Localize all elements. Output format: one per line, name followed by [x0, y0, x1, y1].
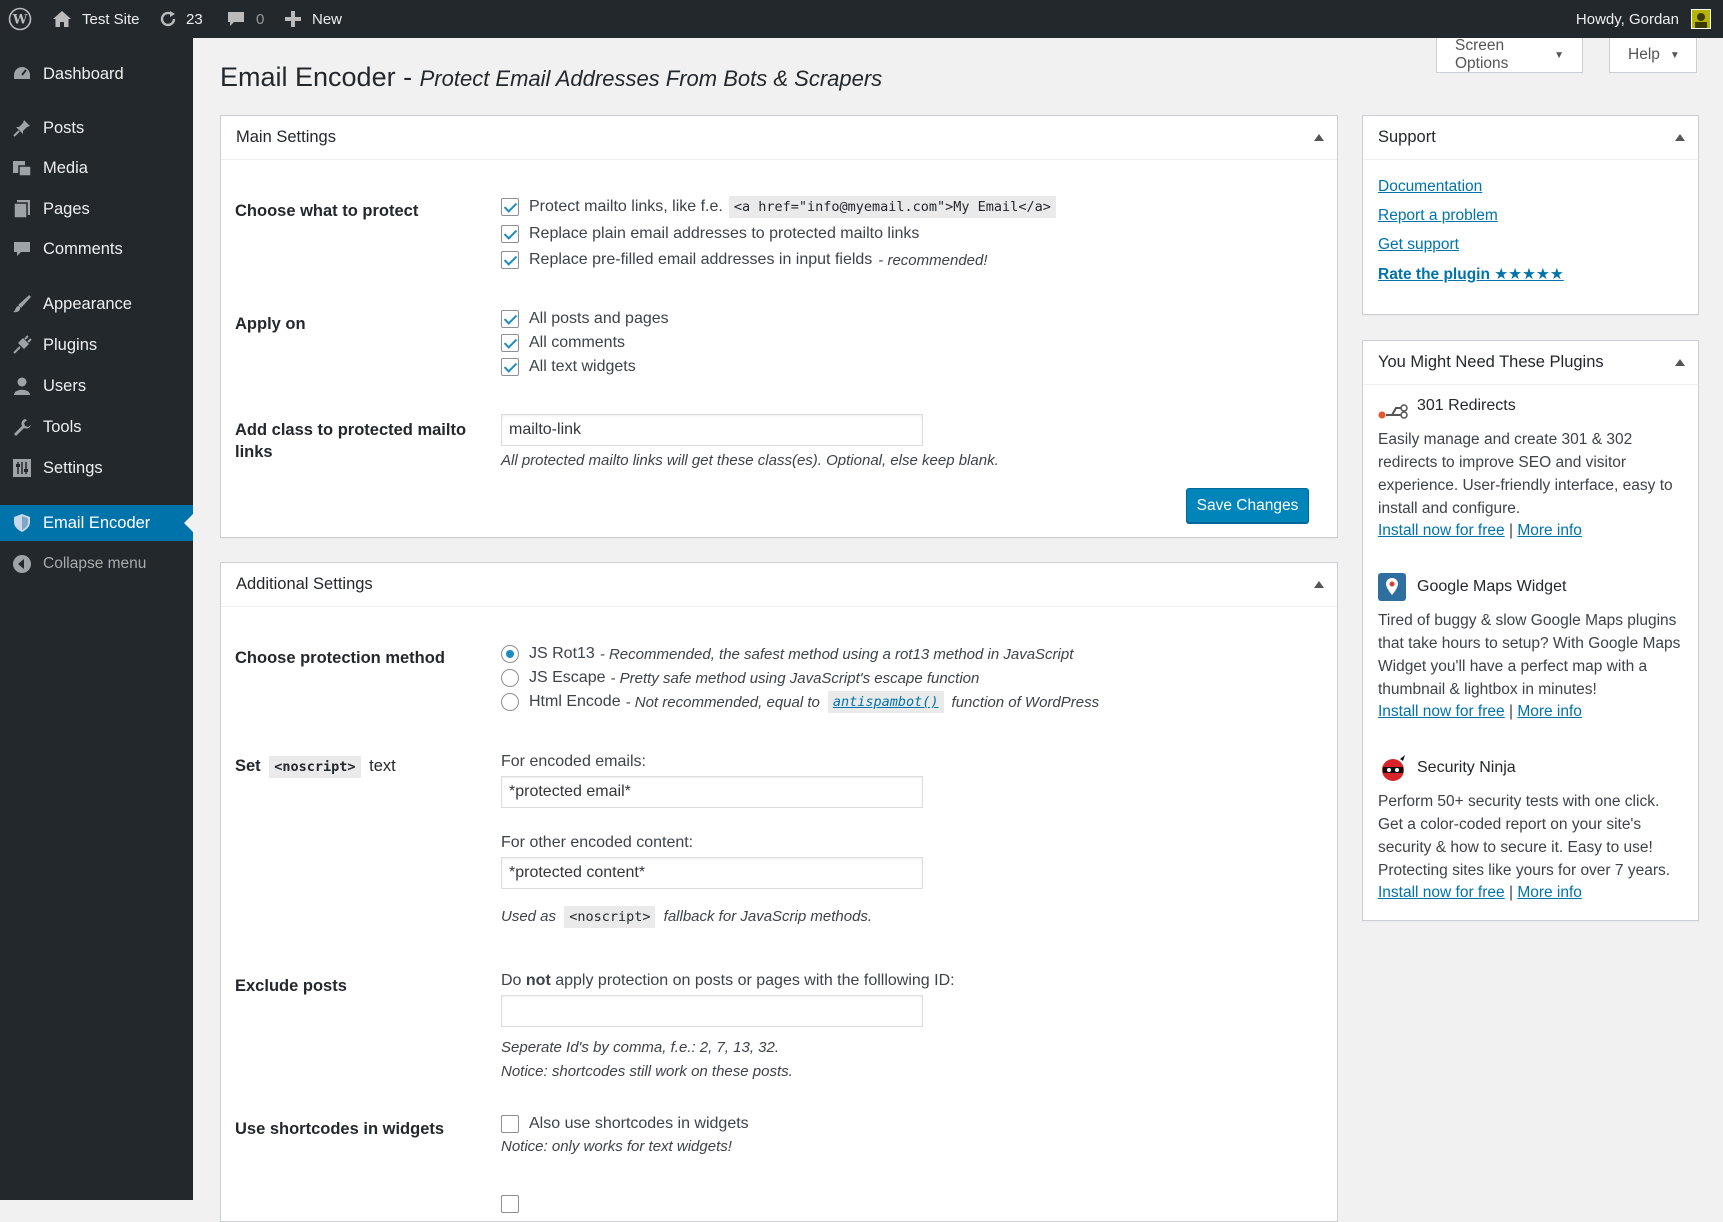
plugin-name: 301 Redirects [1417, 397, 1516, 414]
method-name: Html Encode [529, 693, 621, 710]
plugin-desc: Tired of buggy & slow Google Maps plugins that take hours to setup? With Google Maps Widget you'll have a perfect map with a thumbnail & lightbox in minutes! [1378, 612, 1681, 698]
sidebar-item-label: Appearance [43, 294, 132, 313]
noscript-note-post: fallback for JavaScrip methods. [663, 908, 873, 925]
apply-widgets-option[interactable] [501, 356, 636, 378]
link-separator: | [1508, 703, 1513, 720]
collapse-arrow-icon [12, 554, 32, 574]
plugins-box [1362, 340, 1699, 921]
postbox-header[interactable] [221, 563, 1337, 607]
updates-link[interactable] [158, 0, 203, 38]
apply-widgets-checkbox[interactable] [501, 358, 519, 376]
plugin-links [1378, 522, 1582, 540]
method-desc: - Recommended, the safest method using a rot13 method in JavaScript [599, 645, 1074, 663]
replace-prefilled-checkbox[interactable] [501, 251, 519, 269]
other-content-label: For other encoded content: [501, 834, 694, 851]
option-label: All text widgets [529, 358, 636, 375]
sidebar-item-media[interactable] [0, 150, 193, 186]
antispambot-link[interactable]: antispambot() [828, 691, 944, 713]
apply-comments-checkbox[interactable] [501, 334, 519, 352]
sidebar-item-label: Media [43, 158, 88, 177]
sidebar-item-settings[interactable] [0, 450, 193, 486]
main-settings-box [220, 115, 1338, 538]
method-rot13-option[interactable] [501, 643, 1073, 665]
map-pin-icon [1378, 573, 1406, 601]
recommended-note: - recommended! [878, 251, 988, 269]
class-note: All protected mailto links will get these class(es). Optional, else keep blank. [501, 452, 999, 469]
apply-on-label: Apply on [235, 315, 306, 333]
toggle-arrow-icon[interactable] [1675, 359, 1685, 366]
more-info-link[interactable]: More info [1517, 884, 1582, 901]
collapse-menu-button[interactable] [0, 546, 193, 582]
wrench-icon [12, 417, 32, 437]
exclude-note1: Seperate Id's by comma, f.e.: 2, 7, 13, 32. [501, 1039, 780, 1056]
sidebar-item-label: Users [43, 376, 87, 395]
help-label: Help [1628, 46, 1660, 63]
my-account-link[interactable] [1576, 0, 1711, 38]
plus-icon [284, 10, 302, 28]
home-icon [52, 10, 72, 28]
noscript-text: text [369, 757, 396, 775]
mailto-example-code: <a href="info@myemail.com">My Email</a> [729, 196, 1056, 218]
option-label: All comments [529, 334, 626, 351]
pin-icon [12, 118, 32, 138]
install-now-link[interactable]: Install now for free [1378, 703, 1505, 720]
updates-count: 23 [186, 10, 203, 28]
encoded-emails-label: For encoded emails: [501, 753, 646, 770]
screen-options-button[interactable] [1436, 38, 1583, 73]
protect-label: Choose what to protect [235, 202, 419, 220]
option-label: Replace pre-filled email addresses in input fields [529, 251, 873, 268]
get-support-link[interactable]: Get support [1378, 236, 1459, 253]
pages-icon [12, 199, 32, 219]
apply-posts-checkbox[interactable] [501, 310, 519, 328]
other-content-input[interactable] [501, 857, 923, 889]
save-changes-button[interactable]: Save Changes [1186, 488, 1309, 523]
support-title: Support [1378, 128, 1436, 146]
sidebar-item-label: Plugins [43, 335, 98, 354]
admin-bar [0, 0, 1723, 38]
comment-bubble-icon [226, 10, 246, 28]
page-title-main: Email Encoder [220, 62, 396, 92]
page-title [220, 62, 882, 93]
avatar [1691, 9, 1711, 29]
method-desc: - Pretty safe method using JavaScript's escape function [610, 669, 980, 687]
page-title-separator: - [403, 62, 413, 92]
exclude-posts-input[interactable] [501, 995, 923, 1027]
exclude-desc-pre: Do [501, 972, 522, 989]
sidebar-item-tools[interactable] [0, 409, 193, 445]
comments-count: 0 [256, 10, 265, 28]
encoded-emails-input[interactable] [501, 776, 923, 808]
postbox-header[interactable] [221, 116, 1337, 160]
sidebar-item-label: Email Encoder [43, 513, 151, 532]
protect-mailto-checkbox[interactable] [501, 198, 519, 216]
documentation-link[interactable]: Documentation [1378, 178, 1483, 195]
method-label: Choose protection method [235, 649, 445, 667]
class-label-line1: Add class to protected mailto [235, 421, 467, 439]
toggle-arrow-icon[interactable] [1314, 581, 1324, 588]
shortcodes-label: Use shortcodes in widgets [235, 1120, 445, 1138]
sidebar-item-pages[interactable] [0, 191, 193, 227]
refresh-icon [158, 9, 178, 29]
mailto-class-input[interactable] [501, 414, 923, 446]
apply-posts-option[interactable] [501, 308, 669, 330]
method-desc: - Not recommended, equal to [625, 693, 820, 711]
screen-options-label: Screen Options [1455, 37, 1509, 72]
sidebar-item-label: Pages [43, 199, 90, 218]
option-label: Protect mailto links, like f.e. [529, 198, 723, 215]
comments-link[interactable] [226, 0, 264, 38]
toggle-arrow-icon[interactable] [1314, 134, 1324, 141]
redirect-icon [1378, 396, 1406, 424]
more-info-link[interactable]: More info [1517, 703, 1582, 720]
report-problem-link[interactable]: Report a problem [1378, 207, 1498, 224]
brush-icon [12, 294, 32, 314]
support-box [1362, 115, 1699, 315]
exclude-desc-post: apply protection on posts or pages with the folllowing ID: [555, 972, 955, 989]
apply-comments-option[interactable] [501, 332, 625, 354]
noscript-set: Set [235, 757, 261, 775]
replace-plain-checkbox[interactable] [501, 225, 519, 243]
user-icon [12, 376, 32, 396]
more-info-link[interactable]: More info [1517, 522, 1582, 539]
partial-checkbox[interactable] [501, 1195, 519, 1213]
exclude-label: Exclude posts [235, 977, 347, 995]
postbox-header[interactable] [1363, 341, 1698, 385]
link-separator: | [1508, 522, 1513, 539]
method-escape-option[interactable] [501, 667, 979, 689]
option-label: All posts and pages [529, 310, 669, 327]
sidebar-item-posts[interactable] [0, 110, 193, 146]
main-settings-title: Main Settings [236, 128, 336, 146]
noscript-note [501, 908, 872, 925]
noscript-note-pre: Used as [501, 908, 557, 925]
shortcodes-checkbox[interactable] [501, 1115, 519, 1133]
plugins-box-title: You Might Need These Plugins [1378, 353, 1604, 371]
noscript-code: <noscript> [269, 756, 360, 778]
install-now-link[interactable]: Install now for free [1378, 884, 1505, 901]
noscript-label [235, 755, 396, 778]
option-label: Replace plain email addresses to protected mailto links [529, 225, 920, 242]
help-button[interactable] [1609, 38, 1697, 73]
method-escape-radio[interactable] [501, 669, 519, 687]
plugin-desc: Easily manage and create 301 & 302 redirects to improve SEO and visitor experience. User-friendly interface, easy to install and configure. [1378, 431, 1673, 517]
method-name: JS Escape [529, 669, 606, 686]
postbox-header[interactable] [1363, 116, 1698, 160]
plugin-links [1378, 703, 1582, 721]
sidebar-item-label: Dashboard [43, 64, 124, 83]
media-icon [12, 158, 32, 178]
additional-settings-box [220, 562, 1338, 1222]
plugin-desc: Perform 50+ security tests with one click. Get a color-coded report on your site's security & how to secure it. Easy to use! Protecting sites like yours for over 7 years. [1378, 793, 1671, 879]
page-subtitle: Protect Email Addresses From Bots & Scrapers [419, 66, 883, 91]
dashboard-icon [12, 64, 32, 84]
sidebar-item-label: Settings [43, 458, 103, 477]
plugin-name: Security Ninja [1417, 759, 1516, 776]
install-now-link[interactable]: Install now for free [1378, 522, 1505, 539]
toggle-arrow-icon[interactable] [1675, 134, 1685, 141]
site-name-link[interactable] [52, 0, 140, 38]
class-label [235, 419, 466, 463]
additional-settings-title: Additional Settings [236, 575, 373, 593]
svg-text:W: W [12, 12, 28, 28]
sidebar-item-plugins[interactable] [0, 327, 193, 363]
sliders-icon [12, 458, 32, 478]
sidebar-item-appearance[interactable] [0, 286, 193, 322]
link-separator: | [1508, 884, 1513, 901]
exclude-desc-bold: not [525, 972, 551, 989]
collapse-menu-label: Collapse menu [43, 555, 147, 572]
sidebar-item-users[interactable] [0, 368, 193, 404]
site-name: Test Site [82, 10, 140, 28]
plugin-name: Google Maps Widget [1417, 578, 1567, 595]
method-html-option[interactable] [501, 691, 1099, 713]
exclude-desc [501, 972, 955, 990]
exclude-note2: Notice: shortcodes still work on these posts. [501, 1063, 793, 1080]
new-content-link[interactable] [284, 0, 342, 38]
caret-down-icon: ▼ [1554, 49, 1564, 61]
comment-icon [12, 239, 32, 259]
sidebar-item-label: Comments [43, 239, 123, 258]
sidebar-item-email-encoder[interactable] [0, 505, 193, 541]
plugin-links [1378, 884, 1582, 902]
sidebar-item-label: Tools [43, 417, 82, 436]
replace-prefilled-option[interactable] [501, 249, 988, 271]
greeting: Howdy, Gordan [1575, 10, 1679, 28]
method-desc-tail: function of WordPress [951, 693, 1100, 711]
option-label: Also use shortcodes in widgets [529, 1115, 749, 1132]
class-label-line2: links [235, 443, 273, 461]
plug-icon [12, 335, 32, 355]
ninja-icon [1378, 754, 1406, 782]
method-name: JS Rot13 [529, 645, 595, 662]
shortcodes-option[interactable] [501, 1113, 749, 1135]
protect-mailto-option[interactable] [501, 196, 1056, 218]
method-rot13-radio[interactable] [501, 645, 519, 663]
new-label: New [312, 10, 343, 28]
sidebar-item-dashboard[interactable] [0, 56, 193, 92]
sidebar-item-label: Posts [43, 118, 85, 137]
noscript-note-code: <noscript> [564, 906, 655, 928]
replace-plain-option[interactable] [501, 223, 919, 245]
admin-sidebar [0, 38, 193, 1200]
shield-icon [12, 513, 32, 533]
rate-plugin-link[interactable]: Rate the plugin ★★★★★ [1378, 266, 1564, 283]
wordpress-logo-icon[interactable] [8, 0, 32, 38]
caret-down-icon: ▼ [1669, 49, 1680, 61]
shortcodes-note: Notice: only works for text widgets! [501, 1138, 732, 1155]
method-html-radio[interactable] [501, 693, 519, 711]
sidebar-item-comments[interactable] [0, 231, 193, 267]
